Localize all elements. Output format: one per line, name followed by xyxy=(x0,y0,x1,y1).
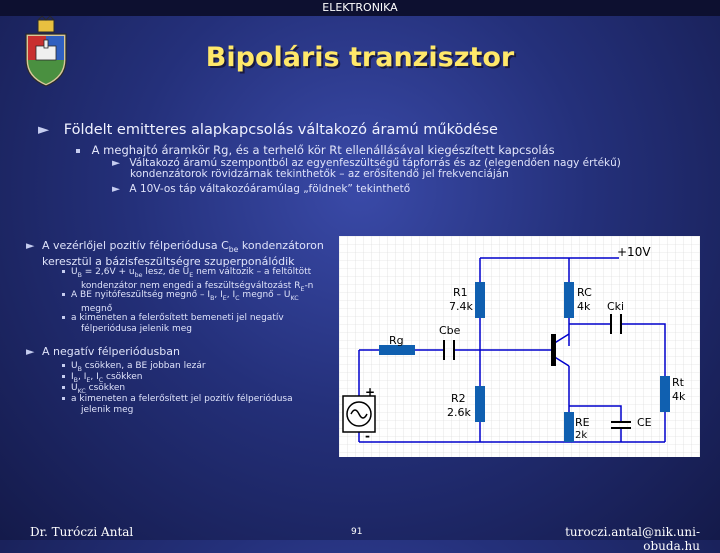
footer-email: turoczi.antal@nik.uni-obuda.hu xyxy=(565,525,700,553)
neg-bullet-1: $U_B$ csökken, a BE jobban lezár xyxy=(62,361,206,375)
neg-bullet-2: $I_B$, $I_E$, $I_C$ csökken xyxy=(62,372,143,386)
supply-label: +10V xyxy=(617,245,651,259)
subsub-item-2: ► A 10V-os táp váltakozóáramúlag „földnek” tekinthető xyxy=(112,183,411,195)
rc-value: 4k xyxy=(577,300,591,313)
r1-name: R1 xyxy=(453,286,468,299)
square-bullet-icon xyxy=(62,397,65,400)
r2-resistor xyxy=(475,386,485,422)
re-name: RE xyxy=(575,416,590,429)
r2-name: R2 xyxy=(451,392,466,405)
arrow-bullet-icon: ► xyxy=(26,239,35,252)
main-heading: Földelt emitteres alapkapcsolás váltakozó áramú működése xyxy=(63,122,498,138)
sub-bullet xyxy=(76,143,555,157)
circuit-schematic xyxy=(339,236,700,457)
r1-value: 7.4k xyxy=(449,300,473,313)
sub-item-text: A meghajtó áramkör Rg, és a terhelő kör Rt ellenállásával kiegészített kapcsolás xyxy=(91,143,555,157)
r2-value: 2.6k xyxy=(447,406,471,419)
cki-label: Cki xyxy=(607,300,625,313)
rc-name: RC xyxy=(577,286,592,299)
ce-label: CE xyxy=(637,416,652,429)
top-label: ELEKTRONIKA xyxy=(0,0,720,16)
re-value: 2k xyxy=(575,430,588,441)
square-bullet-icon xyxy=(62,270,65,273)
transistor-base-bar xyxy=(551,334,556,366)
ac-source xyxy=(343,396,375,432)
page-title: Bipoláris tranzisztor xyxy=(205,42,515,73)
circuit-diagram xyxy=(339,236,700,457)
source-plus-label: + xyxy=(365,385,376,399)
rt-resistor xyxy=(660,376,670,412)
arrow-bullet-icon: ► xyxy=(26,345,35,358)
cbe-label: Cbe xyxy=(439,324,461,337)
square-bullet-icon xyxy=(62,293,65,296)
pos-bullet-1: $U_B = 2,6V + u_{be}$ lesz, de $U_E$ nem változik – a feltöltött kondenzátor nem engedi a feszültségváltozást $R_E-n$ xyxy=(62,267,313,296)
arrow-bullet-icon: ► xyxy=(112,157,121,169)
pos-bullet-3: a kimeneten a felerősített bemeneti jel negatív félperiódusa jelenik meg xyxy=(62,313,284,334)
square-bullet-icon xyxy=(62,364,65,367)
square-bullet-icon xyxy=(62,386,65,389)
rt-name: Rt xyxy=(672,376,684,389)
footer-author: Dr. Turóczi Antal xyxy=(30,525,134,539)
rc-resistor xyxy=(564,282,574,318)
neg-bullet-4: a kimeneten a felerősített jel pozitív félperiódusa jelenik meg xyxy=(62,394,293,415)
square-bullet-icon xyxy=(76,149,80,153)
neg-heading: ► A negatív félperiódusban xyxy=(26,345,180,358)
r1-resistor xyxy=(475,282,485,318)
square-bullet-icon xyxy=(62,316,65,319)
arrow-bullet-icon: ► xyxy=(112,183,121,195)
rt-value: 4k xyxy=(672,390,686,403)
re-resistor xyxy=(564,412,574,442)
main-bullet xyxy=(38,122,498,138)
pos-heading: ► A vezérlőjel pozitív félperiódusa $C_{be}$ kondenzátoron keresztül a bázisfeszültségre szuperponálódik xyxy=(26,239,324,269)
subsub-item-1: ► Váltakozó áramú szempontból az egyenfeszültségű tápforrás és az (elegendően nagy értékű) kondenzátorok rövidzárnak tekinthetők – az erősítendő jel frekvenciáján xyxy=(112,157,621,180)
arrow-bullet-icon: ► xyxy=(38,122,50,138)
source-minus-label: - xyxy=(365,429,370,443)
rg-label: Rg xyxy=(389,334,404,347)
neg-bullet-3: $U_{KC}$ csökken xyxy=(62,383,125,397)
pos-bullet-2: A BE nyitófeszültség megnő – $I_B$, $I_E$, $I_C$ megnő – $U_{KC}$ megnő xyxy=(62,290,299,315)
square-bullet-icon xyxy=(62,375,65,378)
footer-page-number: 91 xyxy=(351,527,363,537)
